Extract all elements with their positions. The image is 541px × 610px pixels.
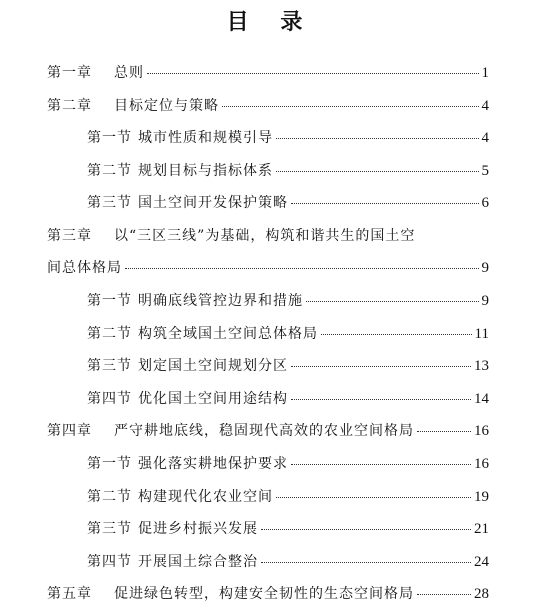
entry-title: 促进绿色转型，构建安全韧性的生态空间格局 <box>114 586 414 603</box>
section-number: 第四节 <box>87 390 132 407</box>
section-number: 第二节 <box>87 162 132 179</box>
toc-entry-section[interactable] <box>0 512 541 545</box>
toc-entry-chapter-4[interactable] <box>0 414 541 447</box>
dot-leader <box>306 301 479 302</box>
entry-title: 总则 <box>114 65 144 81</box>
table-of-contents <box>0 56 541 610</box>
dot-leader <box>291 464 471 465</box>
page-number: 6 <box>481 195 489 212</box>
section-number: 第四节 <box>87 553 132 570</box>
page-number: 14 <box>474 390 489 407</box>
dot-leader <box>261 562 471 563</box>
dot-leader <box>261 529 471 530</box>
dot-leader <box>291 366 471 367</box>
toc-entry-chapter-2[interactable] <box>0 89 541 122</box>
entry-title: 开展国土综合整治 <box>138 553 258 570</box>
entry-title: 严守耕地底线，稳固现代高效的农业空间格局 <box>114 423 414 440</box>
entry-title: 优化国土空间用途结构 <box>138 390 288 407</box>
dot-leader <box>276 497 471 498</box>
page-number: 21 <box>474 521 489 538</box>
dot-leader <box>276 171 479 172</box>
toc-entry-section[interactable] <box>0 284 541 317</box>
entry-title: 规划目标与指标体系 <box>138 162 273 179</box>
toc-entry-section[interactable] <box>0 186 541 219</box>
dot-leader <box>125 268 479 269</box>
dot-leader <box>147 73 479 74</box>
toc-entry-section[interactable] <box>0 154 541 187</box>
toc-entry-section[interactable] <box>0 121 541 154</box>
page-number: 19 <box>474 488 489 505</box>
page-number: 13 <box>474 358 489 375</box>
dot-leader <box>321 334 472 335</box>
page-number: 1 <box>481 65 489 81</box>
page-number: 16 <box>474 423 489 440</box>
toc-entry-section[interactable] <box>0 447 541 480</box>
dot-leader <box>276 138 479 139</box>
page-number: 9 <box>481 259 489 276</box>
section-number: 第三节 <box>87 195 132 212</box>
section-number: 第一节 <box>87 455 132 472</box>
dot-leader <box>222 106 479 107</box>
entry-title: 强化落实耕地保护要求 <box>138 455 288 472</box>
entry-title: 国土空间开发保护策略 <box>138 195 288 212</box>
toc-entry-section[interactable] <box>0 480 541 513</box>
dot-leader <box>291 203 479 204</box>
entry-title: 以“三区三线”为基础，构筑和谐共生的国土空 <box>114 227 416 244</box>
page-number: 4 <box>481 97 489 114</box>
toc-entry-chapter-3[interactable] <box>0 219 541 284</box>
entry-title: 构建现代化农业空间 <box>138 488 273 505</box>
page-number: 9 <box>481 292 489 309</box>
dot-leader <box>417 594 471 595</box>
dot-leader <box>291 399 471 400</box>
page-title: 目 录 <box>226 10 315 35</box>
section-number: 第一节 <box>87 292 132 309</box>
page-number: 28 <box>474 586 489 603</box>
toc-entry-section[interactable] <box>0 382 541 415</box>
toc-entry-chapter-1[interactable] <box>0 56 541 89</box>
section-number: 第二节 <box>87 325 132 342</box>
chapter-number: 第五章 <box>47 586 92 603</box>
chapter-number: 第二章 <box>47 97 92 114</box>
entry-title: 促进乡村振兴发展 <box>138 521 258 538</box>
section-number: 第二节 <box>87 488 132 505</box>
entry-title: 目标定位与策略 <box>114 97 219 114</box>
chapter-number: 第三章 <box>47 227 92 244</box>
entry-title: 城市性质和规模引导 <box>138 130 273 147</box>
section-number: 第三节 <box>87 358 132 375</box>
entry-title: 构筑全域国土空间总体格局 <box>138 325 318 342</box>
page-number: 24 <box>474 553 489 570</box>
chapter-number: 第一章 <box>47 65 92 81</box>
page-number: 4 <box>481 130 489 147</box>
section-number: 第三节 <box>87 521 132 538</box>
page-number: 16 <box>474 455 489 472</box>
chapter-number: 第四章 <box>47 423 92 440</box>
page-number: 5 <box>481 162 489 179</box>
dot-leader <box>417 431 471 432</box>
toc-entry-section[interactable] <box>0 349 541 382</box>
section-number: 第一节 <box>87 130 132 147</box>
entry-title: 划定国土空间规划分区 <box>138 358 288 375</box>
page-number: 11 <box>474 325 489 342</box>
toc-entry-section[interactable] <box>0 545 541 578</box>
entry-title: 明确底线管控边界和措施 <box>138 292 303 309</box>
toc-entry-section[interactable] <box>0 317 541 350</box>
entry-title-continued: 间总体格局 <box>47 259 122 276</box>
toc-entry-chapter-5[interactable] <box>0 577 541 610</box>
